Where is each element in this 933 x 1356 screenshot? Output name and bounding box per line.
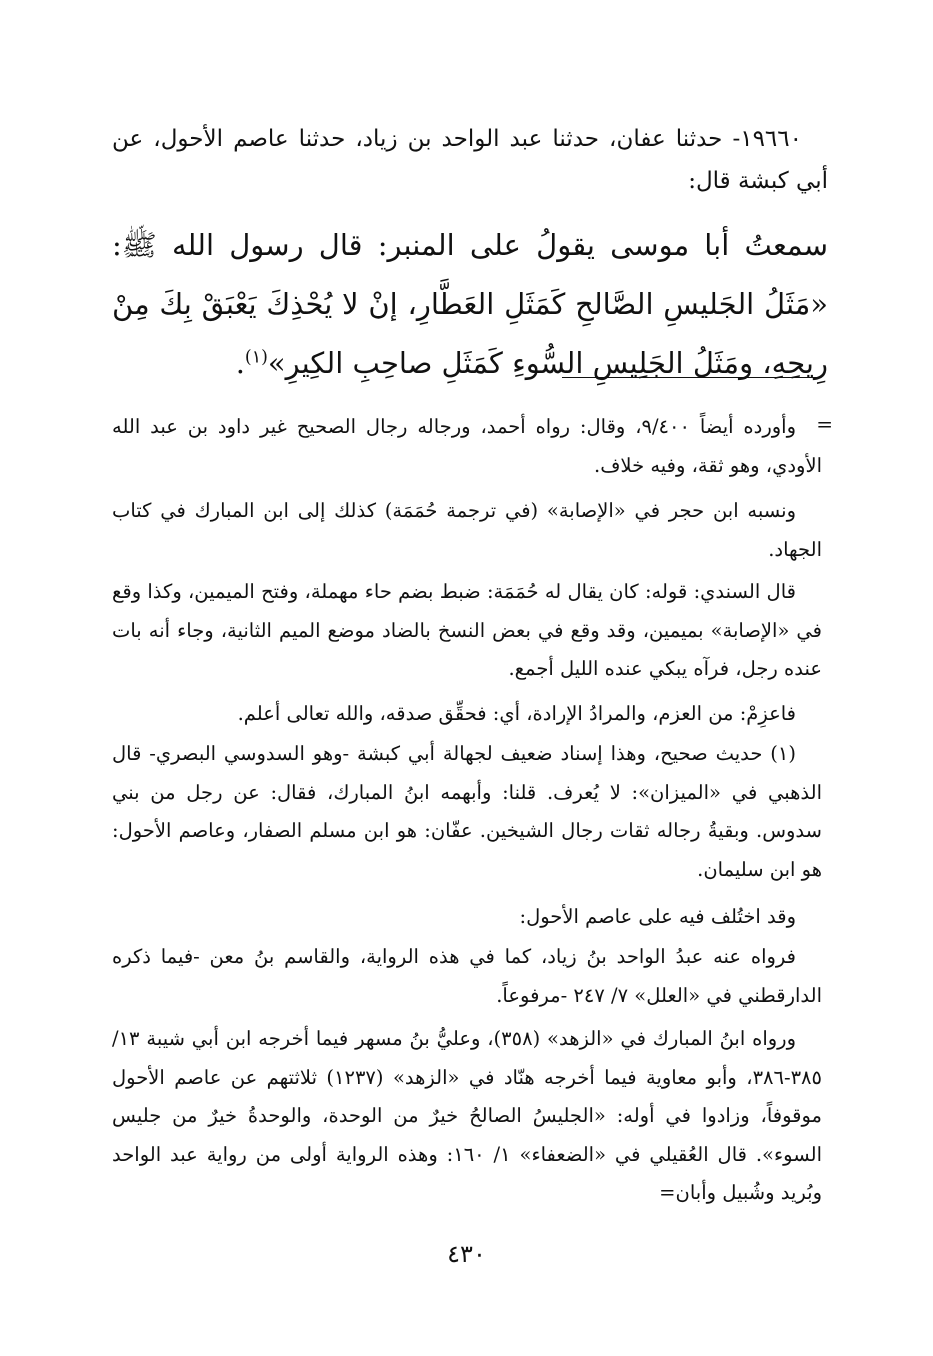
footnote-ikhtilaf: وقد اختُلف فيه على عاصم الأحول:: [519, 905, 796, 928]
hadith-isnad-text: ١٩٦٦٠- حدثنا عفان، حدثنا عبد الواحد بن زياد، حدثنا عاصم الأحول، عن أبي كبشة قال:: [112, 126, 828, 194]
footnote-1: (١) حديث صحيح، وهذا إسناد ضعيف لجهالة أبي كبشة -وهو السدوسي البصري- قال الذهبي في «الميزان»: لا يُعرف. قلنا: وأبهمه ابنُ المبارك، فقال: عن رجل من بني سدوس. وبقيةُ رجاله ثقات رجال الشيخين. عفّان: هو ابن مسلم الصفار، وعاصم الأحول: هو ابن سليمان.: [112, 742, 822, 881]
footnote-sindi: قال السندي: قوله: كان يقال له حُمَمَة: ضبط بضم حاء مهملة، وفتح الميمين، وكذا وقع في «الإصابة» بميمين، وقد وقع في بعض النسخ بالضاد موضع الميم الثانية، وجاء أنه بات عنده رجل، فرآه يبكي عنده الليل أجمع.: [112, 580, 822, 680]
footnote-separator: [562, 377, 818, 378]
footnote-faazim: فاعزِمْ: من العزم، والمرادُ الإرادة، أي: فحقِّق صدقه، والله تعالى أعلم.: [237, 702, 796, 725]
footnote-riwaya-ibn-al-mubarak: ورواه ابنُ المبارك في «الزهد» (٣٥٨)، وعليُّ بنُ مسهر فيما أخرجه ابن أبي شيبة ١٣/ ٣٨٥-٣٨٦، وأبو معاوية فيما أخرجه هنّاد في «الزهد» (١٢٣٧) ثلاثتهم عن عاصم الأحول موقوفاً، وزادوا في أوله: «الجليسُ الصالحُ خيرٌ من الوحدة، والوحدةُ خيرٌ من جليس السوء». قال العُقيلي في «الضعفاء» ١/ ١٦٠: وهذه الرواية أولى من رواية عبد الواحد وبُريد وشُبيل وأبان=: [112, 1027, 822, 1204]
footnote-riwaya-abd-al-wahid: فرواه عنه عبدُ الواحد بنُ زياد، كما في هذه الرواية، والقاسم بنُ معن -فيما ذكره الدارقطني في «العلل» ٧/ ٢٤٧ -مرفوعاً.: [112, 945, 822, 1007]
continuation-mark: =: [816, 412, 833, 436]
footnote-continuation-ibn-hajar: ونسبه ابن حجر في «الإصابة» (في ترجمة حُمَمَة) كذلك إلى ابن المبارك في كتاب الجهاد.: [112, 499, 822, 561]
hadith-matn-text: سمعتُ أبا موسى يقولُ على المنبر: قال رسول الله ﷺ: «مَثَلُ الجَليسِ الصَّالحِ كَمَثَلِ العَطَّارِ، إنْ لا يُحْذِكَ يَعْبَقْ بِكَ مِنْ رِيحِهِ، ومَثَلُ الجَلِيسِ السُّوءِ كَمَثَلِ صاحِبِ الكِيرِ»: [112, 228, 828, 380]
hadith-matn: [112, 216, 828, 393]
footnote-reference: (١): [244, 347, 268, 368]
page-number: ٤٣٠: [447, 1240, 486, 1268]
hadith-isnad: [112, 118, 828, 202]
footnote-continuation-haythami: وأورده أيضاً ٩/٤٠٠، وقال: رواه أحمد، ورجاله رجال الصحيح غير داود بن عبد الله الأودي، وهو ثقة، وفيه خلاف.: [112, 415, 822, 477]
hadith-end-mark: .: [235, 346, 245, 380]
